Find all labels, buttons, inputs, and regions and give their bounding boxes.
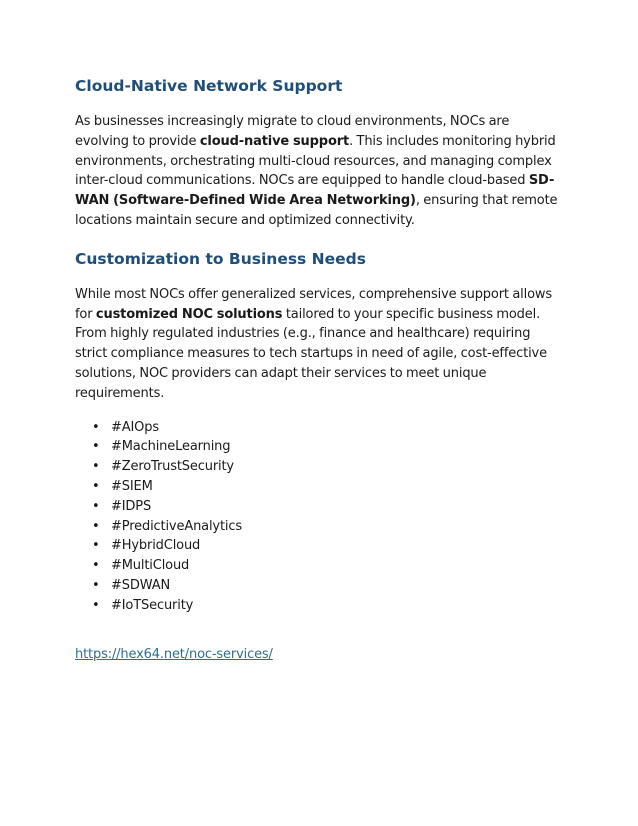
list-item	[75, 497, 565, 517]
paragraph-text: As businesses increasingly migrate to cloud environments, NOCs are evolving to provide	[75, 114, 510, 149]
paragraph-text: . This includes monitoring hybrid environments, orchestrating multi-cloud resources, and managing complex inter-cloud communications. NOCs are equipped to handle cloud-based	[75, 133, 556, 189]
hashtag-list	[75, 418, 565, 616]
list-item	[75, 437, 565, 457]
hashtag: #ZeroTrustSecurity	[111, 459, 234, 475]
bullet-icon: •	[92, 558, 100, 574]
hashtag: #IoTSecurity	[111, 597, 194, 613]
list-item	[75, 457, 565, 477]
hashtag: #PredictiveAnalytics	[111, 518, 243, 534]
bullet-icon: •	[92, 419, 100, 435]
section-heading-customization: Customization to Business Needs	[75, 249, 366, 268]
bullet-icon: •	[92, 577, 100, 593]
paragraph-text: tailored to your specific business model. From highly regulated industries (e.g., finance and healthcare) requiring strict compliance measures to tech startups in need of agile, cost-effective solutions, NOC providers can adapt their services to meet unique requirements.	[75, 306, 547, 401]
link-container	[75, 643, 565, 665]
bullet-icon: •	[92, 459, 100, 475]
noc-services-link[interactable]: https://hex64.net/noc-services/	[75, 646, 273, 662]
hashtag: #SDWAN	[111, 577, 171, 593]
bullet-icon: •	[92, 597, 100, 613]
document-page	[75, 70, 565, 665]
bullet-icon: •	[92, 518, 100, 534]
bullet-icon: •	[92, 439, 100, 455]
list-item	[75, 477, 565, 497]
bold-term-sd-wan: SD-WAN (Software-Defined Wide Area Networking)	[75, 173, 555, 209]
bold-term-cloud-native-support: cloud-native support	[199, 133, 350, 149]
bold-term-customized-noc: customized NOC solutions	[95, 306, 283, 322]
section-heading-cloud-native: Cloud-Native Network Support	[75, 77, 343, 95]
list-item	[75, 556, 565, 576]
list-item	[75, 596, 565, 616]
hashtag: #MultiCloud	[111, 558, 190, 574]
paragraph-text: While most NOCs offer generalized services, comprehensive support allows for	[75, 286, 552, 322]
paragraph-customization	[75, 285, 565, 404]
list-item	[75, 576, 565, 596]
hashtag: #SIEM	[111, 478, 153, 494]
hashtag: #MachineLearning	[111, 439, 231, 455]
paragraph-cloud-native	[75, 112, 565, 231]
hashtag: #IDPS	[111, 498, 152, 514]
hashtag: #AIOps	[111, 419, 159, 435]
hashtag: #HybridCloud	[111, 538, 201, 554]
paragraph-text: , ensuring that remote locations maintain secure and optimized connectivity.	[75, 193, 558, 228]
list-item	[75, 418, 565, 438]
bullet-icon: •	[92, 498, 100, 514]
list-item	[75, 517, 565, 537]
list-item	[75, 536, 565, 556]
bullet-icon: •	[92, 538, 100, 554]
bullet-icon: •	[92, 478, 100, 494]
